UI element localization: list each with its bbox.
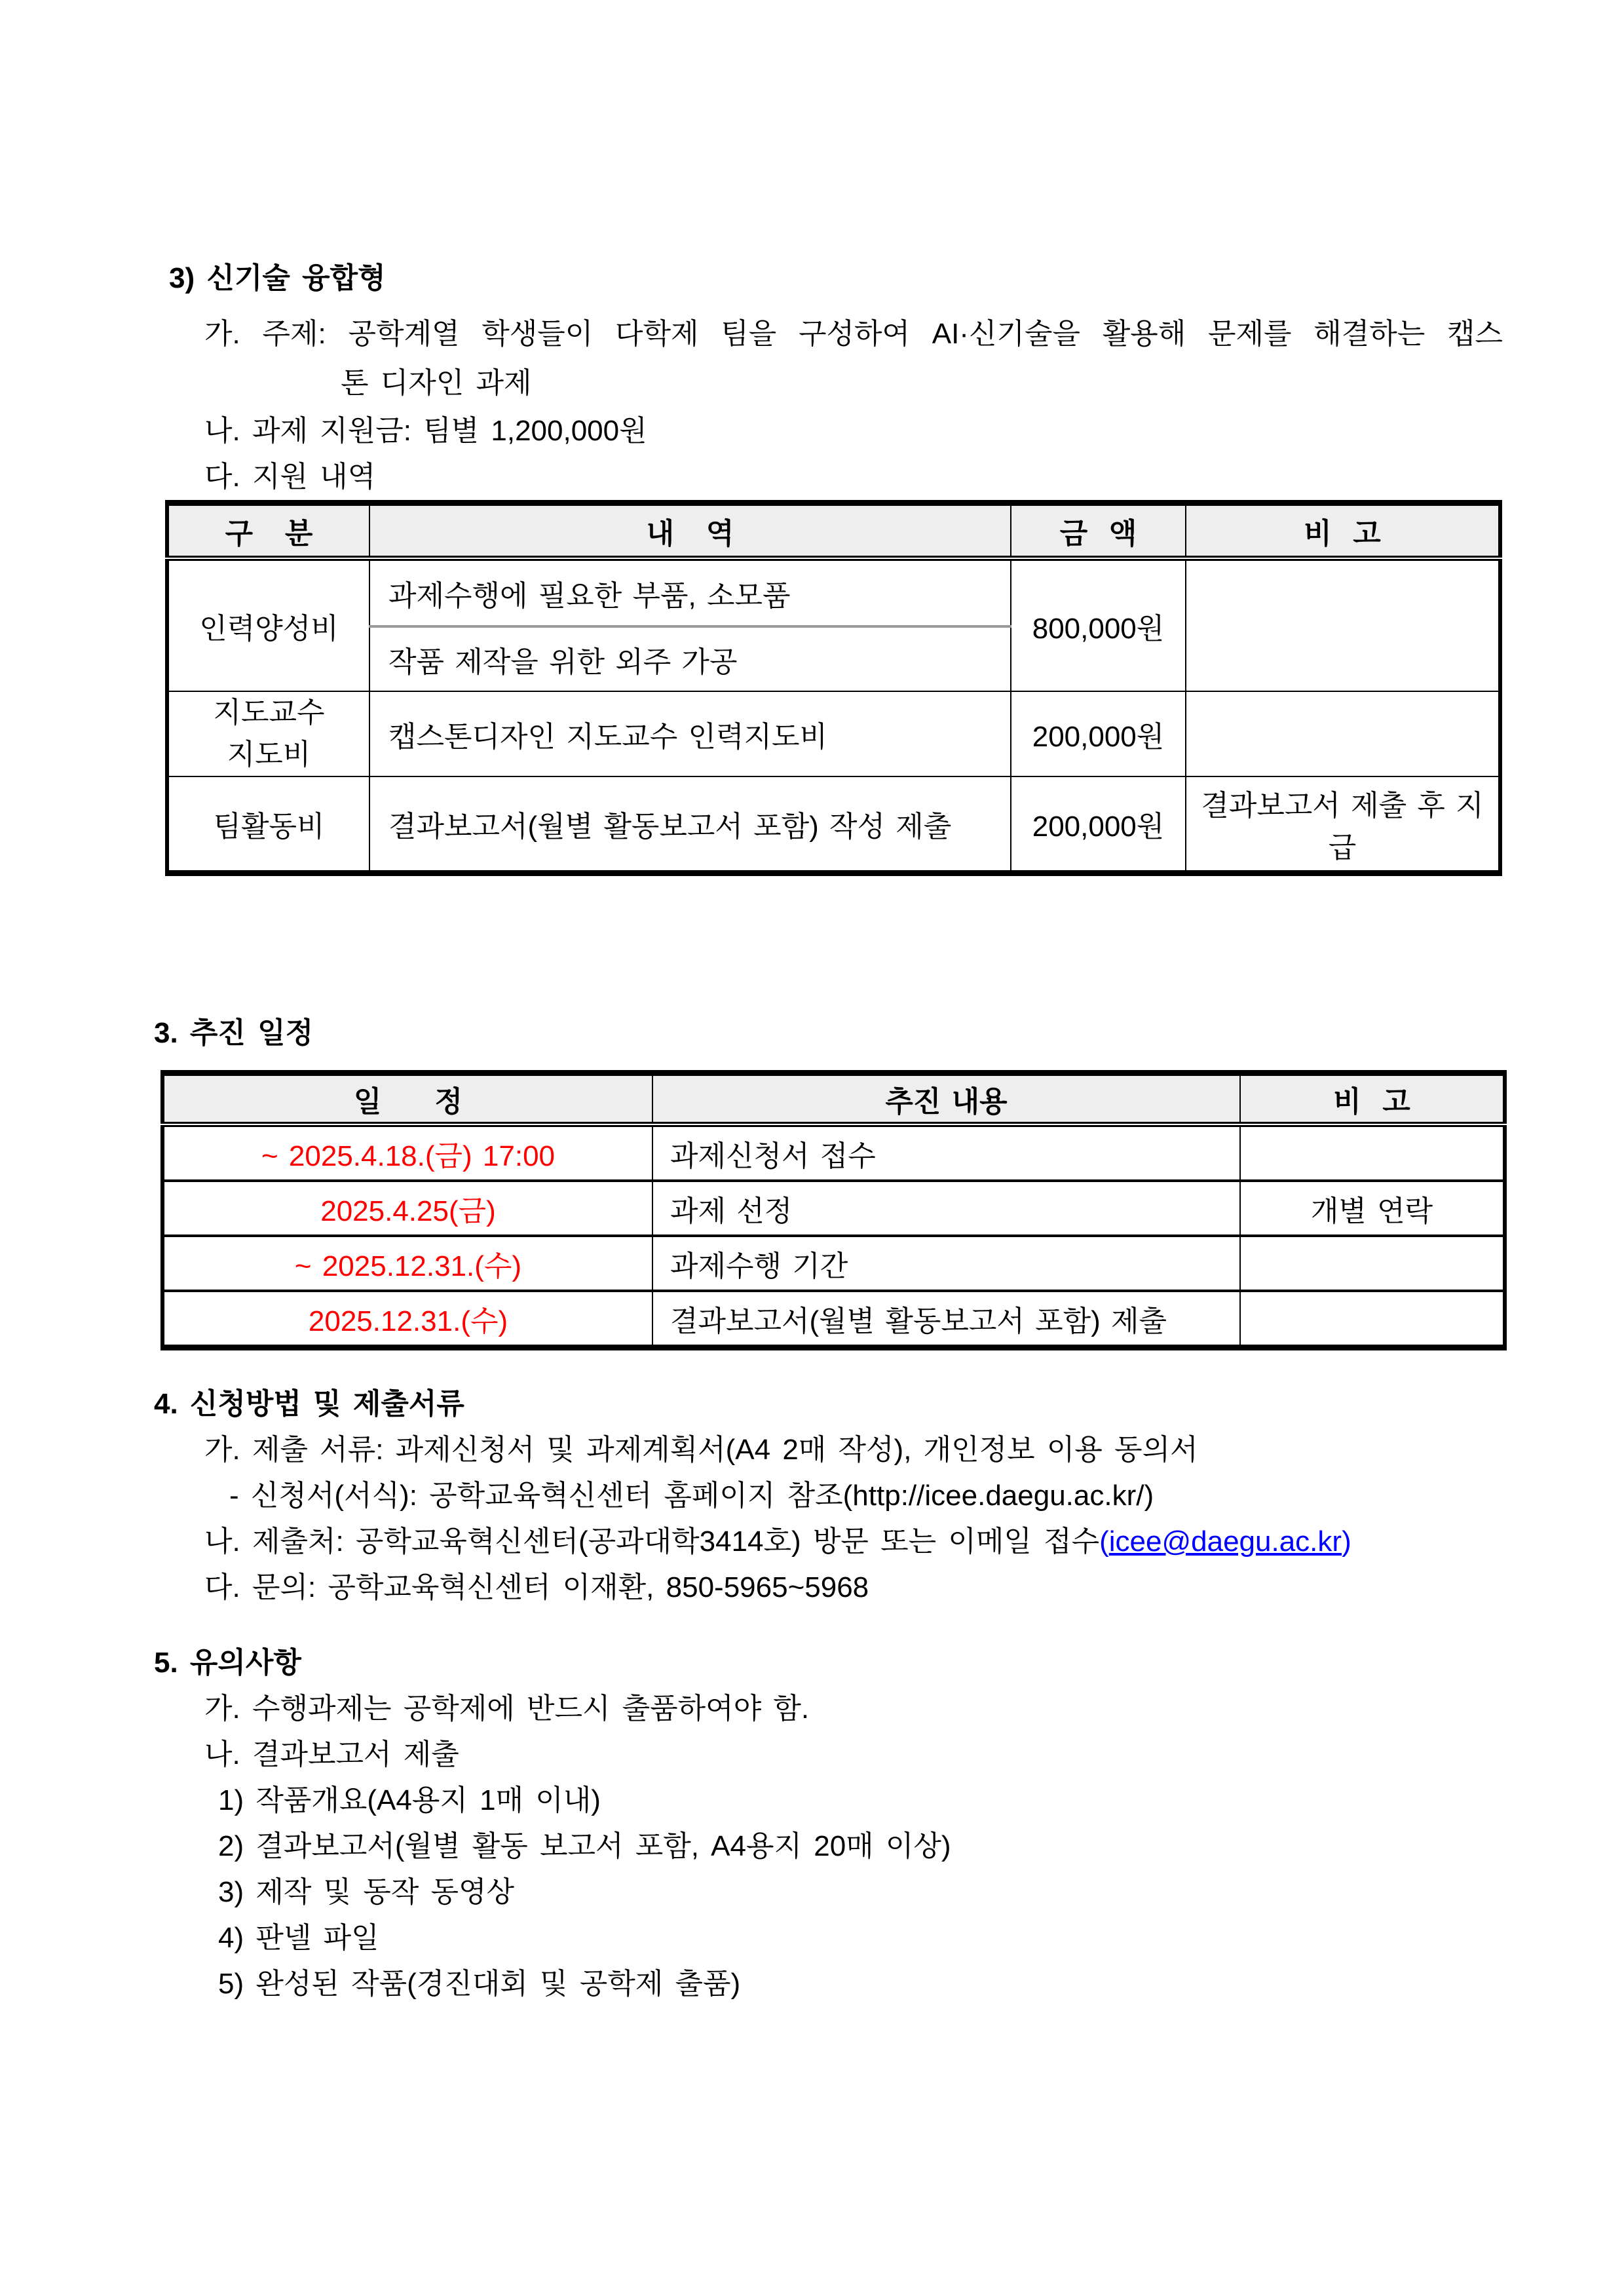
support-row-team [167, 776, 1500, 873]
email-open-paren: ( [1099, 1525, 1109, 1558]
apply-submit-line [204, 1519, 1624, 1565]
schedule-note-cell: 개별 연락 [1240, 1181, 1505, 1236]
schedule-date-cell: ~ 2025.4.18.(금) 17:00 [162, 1124, 652, 1181]
notice-list-item: 2) 결과보고서(월별 활동 보고서 포함, A4용지 20매 이상) [218, 1830, 951, 1862]
support-header-detail: 내 역 [369, 503, 1011, 559]
manpower-detail2-cell: 작품 제작을 위한 외주 가공 [369, 626, 1011, 691]
advisor-category-line2: 지도비 [227, 738, 311, 771]
support-header-amount: 금 액 [1011, 503, 1186, 559]
schedule-date-cell: ~ 2025.12.31.(수) [162, 1236, 652, 1291]
support-row-advisor [167, 691, 1500, 776]
subsection-heading-newtech: 3) 신기술 융합형 [169, 262, 386, 294]
manpower-amount-cell: 800,000원 [1011, 558, 1186, 691]
notice-heading: 5. 유의사항 [154, 1647, 301, 1679]
notice-list-item: 4) 판넬 파일 [218, 1922, 379, 1954]
schedule-date-cell: 2025.12.31.(수) [162, 1291, 652, 1348]
manpower-category-cell: 인력양성비 [167, 558, 369, 691]
schedule-note-cell [1240, 1291, 1505, 1348]
schedule-note-cell [1240, 1124, 1505, 1181]
team-detail-cell: 결과보고서(월별 활동보고서 포함) 작성 제출 [369, 776, 1011, 873]
advisor-category-cell [167, 691, 369, 776]
schedule-content-cell: 결과보고서(월별 활동보고서 포함) 제출 [652, 1291, 1240, 1348]
advisor-detail-cell: 캡스톤디자인 지도교수 인력지도비 [369, 691, 1011, 776]
email-close-paren: ) [1342, 1525, 1351, 1558]
schedule-row-period [162, 1236, 1505, 1291]
apply-documents-line: 가. 제출 서류: 과제신청서 및 과제계획서(A4 2매 작성), 개인정보 이용 동의서 [204, 1434, 1198, 1466]
apply-form-line: - 신청서(서식): 공학교육혁신센터 홈페이지 참조(http://icee.daegu.ac.kr/) [229, 1480, 1154, 1512]
support-header-category: 구 분 [167, 503, 369, 559]
team-amount-cell: 200,000원 [1011, 776, 1186, 873]
schedule-header-note: 비 고 [1240, 1073, 1505, 1125]
support-detail-table [165, 500, 1502, 876]
schedule-note-cell [1240, 1236, 1505, 1291]
apply-submit-prefix: 나. 제출처: 공학교육혁신센터(공과대학3414호) 방문 또는 이메일 접수 [204, 1525, 1100, 1558]
schedule-header-content: 추진 내용 [652, 1073, 1240, 1125]
manpower-detail1-cell: 과제수행에 필요한 부품, 소모품 [369, 558, 1011, 626]
support-row-manpower-1 [167, 558, 1500, 626]
manpower-note-cell [1186, 558, 1500, 691]
support-header-note: 비 고 [1186, 503, 1500, 559]
schedule-table [161, 1070, 1507, 1350]
schedule-content-cell: 과제신청서 접수 [652, 1124, 1240, 1181]
team-category-cell: 팀활동비 [167, 776, 369, 873]
schedule-row-report [162, 1291, 1505, 1348]
schedule-date-cell: 2025.4.25(금) [162, 1181, 652, 1236]
newtech-topic-line1: 가. 주제: 공학계열 학생들이 다학제 팀을 구성하여 AI·신기술을 활용해 문제를 해결하는 캡스 [204, 318, 1503, 350]
notice-list-item: 1) 작품개요(A4용지 1매 이내) [218, 1784, 601, 1816]
schedule-row-application [162, 1124, 1505, 1181]
schedule-heading: 3. 추진 일정 [154, 1017, 314, 1049]
schedule-content-cell: 과제 선정 [652, 1181, 1240, 1236]
team-note-cell: 결과보고서 제출 후 지급 [1186, 776, 1500, 873]
support-table-header-row [167, 503, 1500, 559]
schedule-row-selection [162, 1181, 1505, 1236]
notice-report-line: 나. 결과보고서 제출 [204, 1738, 459, 1770]
notice-list-item: 3) 제작 및 동작 동영상 [218, 1876, 515, 1908]
email-link[interactable]: icee@daegu.ac.kr [1108, 1525, 1342, 1558]
schedule-header-date: 일 정 [162, 1073, 652, 1125]
schedule-content-cell: 과제수행 기간 [652, 1236, 1240, 1291]
schedule-header-row [162, 1073, 1505, 1125]
notice-list-item: 5) 완성된 작품(경진대회 및 공학제 출품) [218, 1968, 741, 2000]
advisor-category-line1: 지도교수 [213, 697, 325, 729]
newtech-grant-line: 나. 과제 지원금: 팀별 1,200,000원 [204, 415, 647, 447]
newtech-support-line: 다. 지원 내역 [204, 461, 376, 493]
advisor-amount-cell: 200,000원 [1011, 691, 1186, 776]
apply-contact-line: 다. 문의: 공학교육혁신센터 이재환, 850-5965~5968 [204, 1571, 869, 1603]
notice-exhibit-line: 가. 수행과제는 공학제에 반드시 출품하여야 함. [204, 1693, 810, 1725]
newtech-topic-line2: 톤 디자인 과제 [341, 367, 532, 399]
advisor-note-cell [1186, 691, 1500, 776]
apply-heading: 4. 신청방법 및 제출서류 [154, 1388, 464, 1420]
